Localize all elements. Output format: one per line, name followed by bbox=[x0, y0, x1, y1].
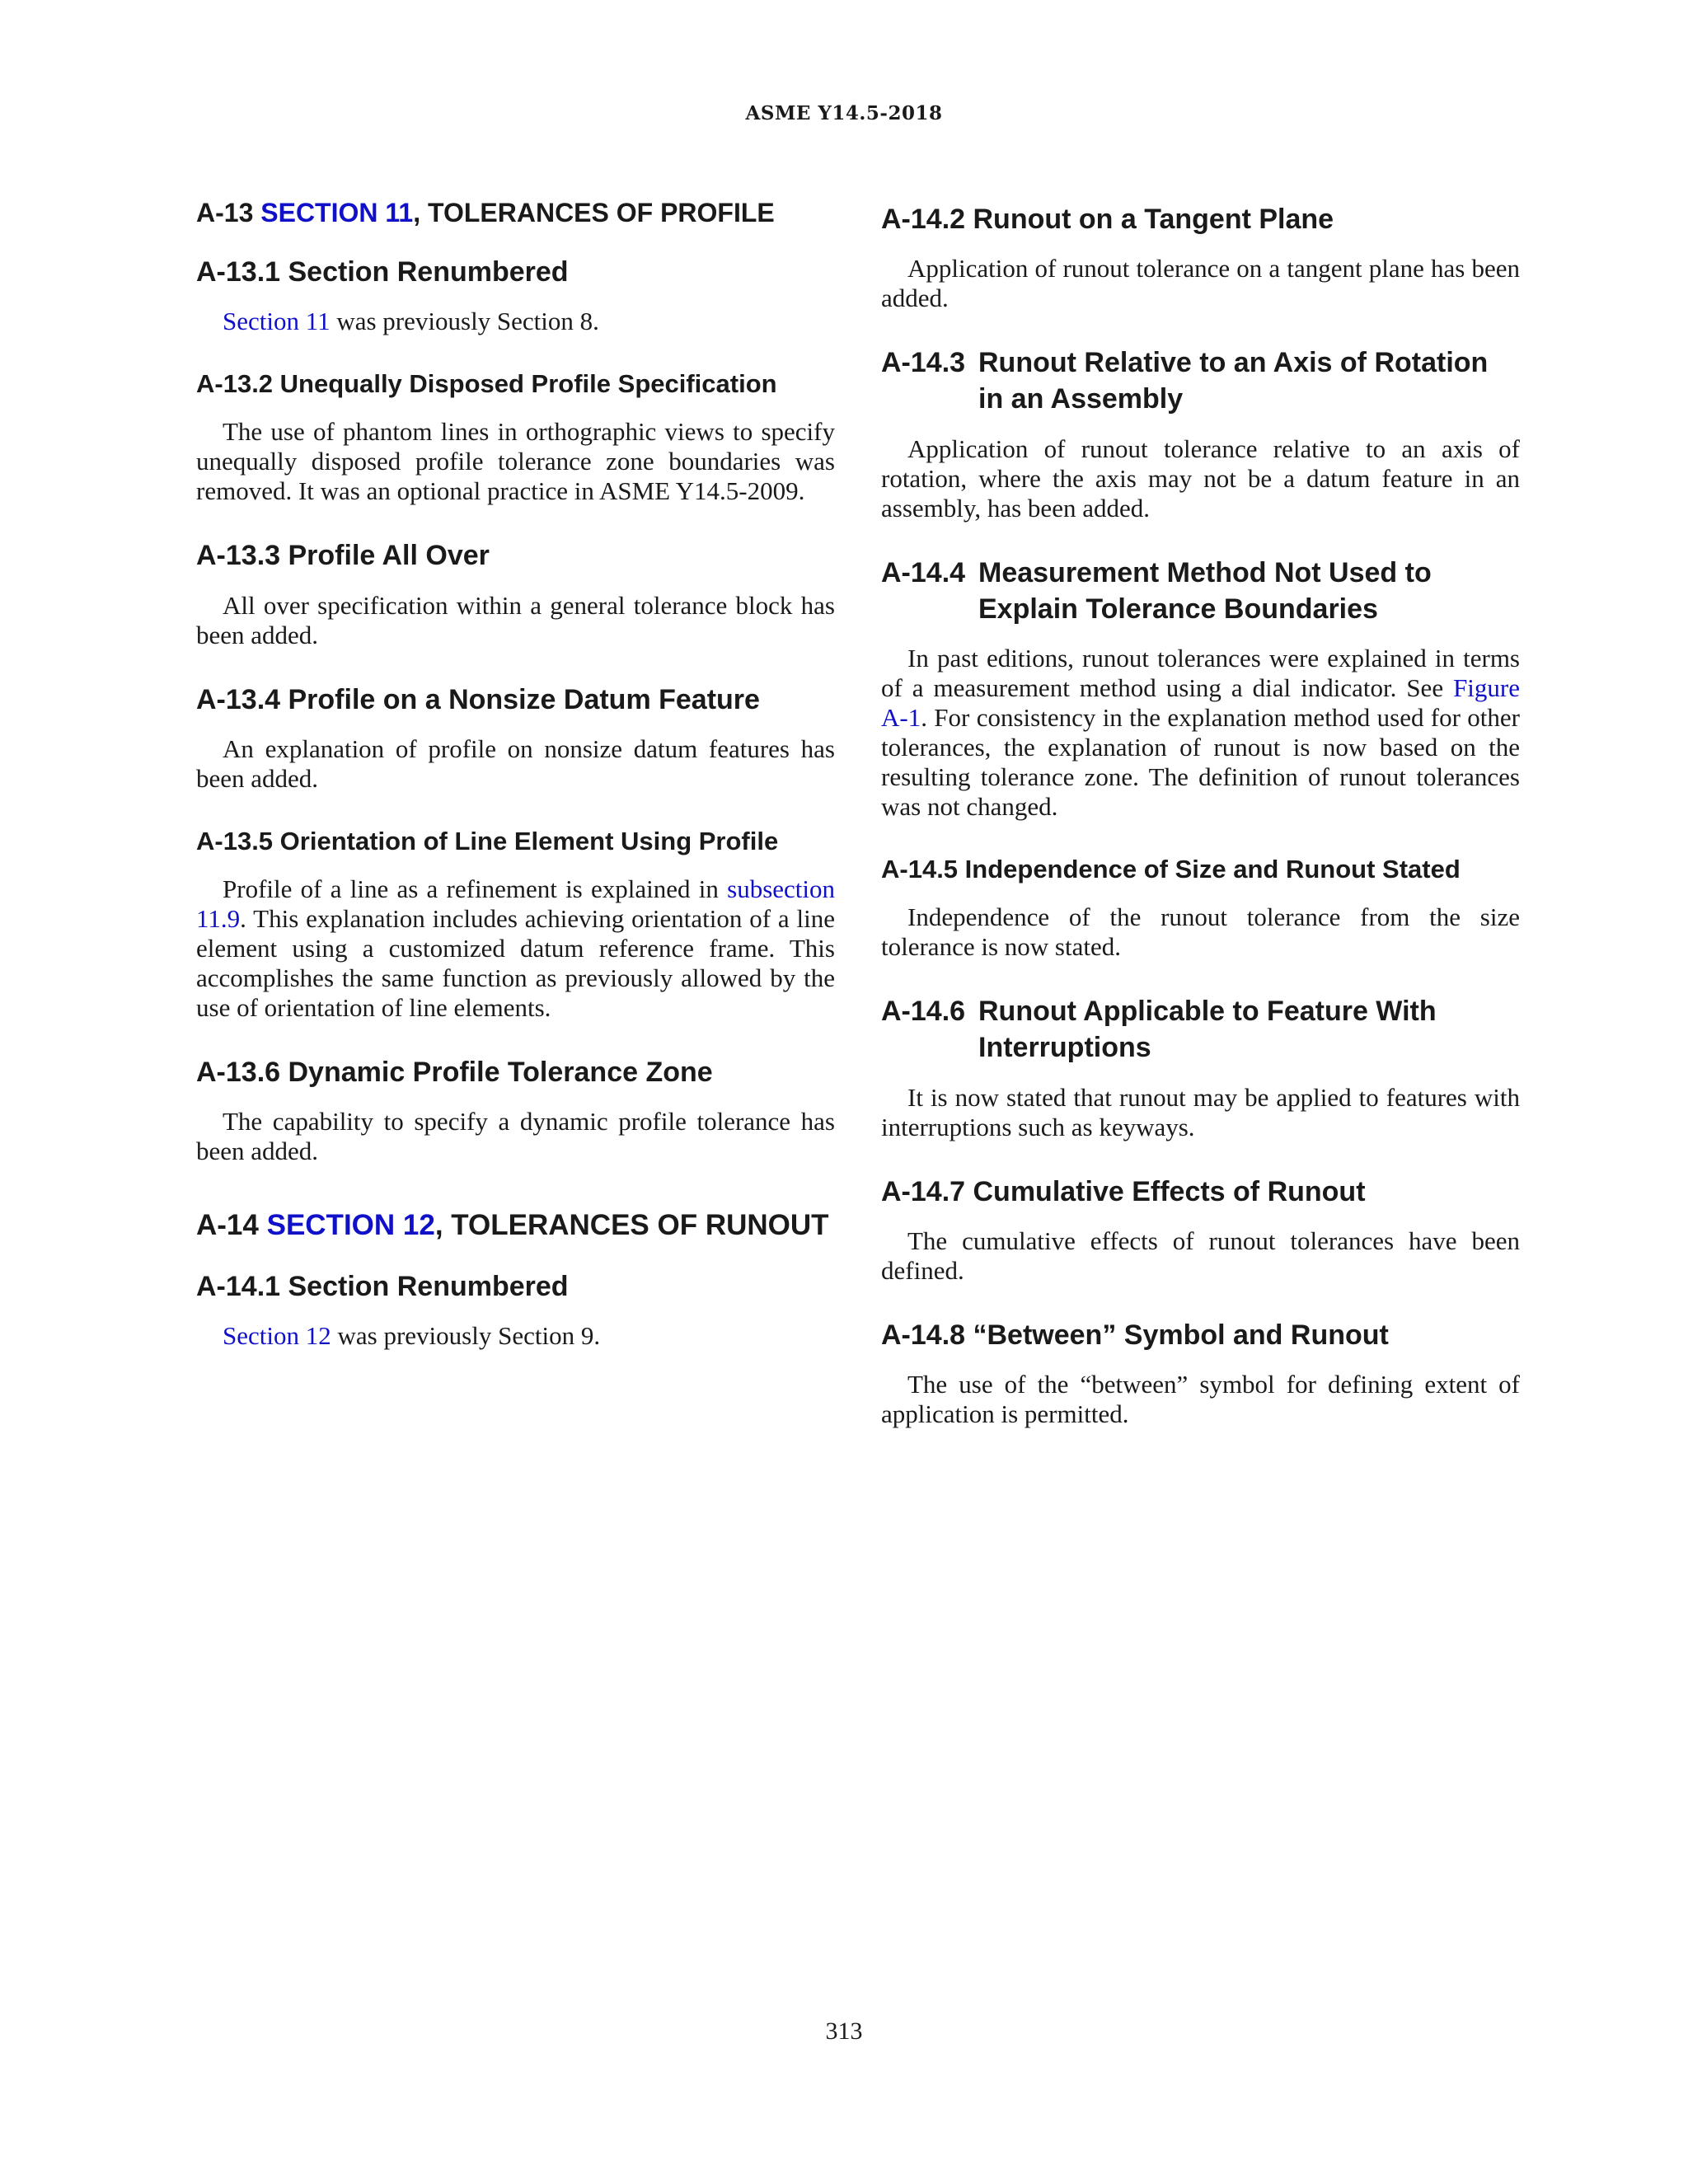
paragraph-a14-3: Application of runout tolerance relative to an axis of rotation, where the axis may not be a datum feature in an assembly, has been added. bbox=[881, 434, 1520, 523]
heading-title: Runout Relative to an Axis of Rotation in an Assembly bbox=[978, 347, 1489, 415]
paragraph-text: was previously Section 8. bbox=[330, 307, 599, 336]
paragraph-a13-3: All over specification within a general tolerance block has been added. bbox=[196, 590, 835, 649]
heading-number: A-14.3 bbox=[881, 347, 966, 379]
section-12-link-inline[interactable]: Section 12 bbox=[223, 1321, 331, 1351]
paragraph-a13-4: An explanation of profile on nonsize datum features has been added. bbox=[196, 733, 835, 793]
paragraph-a14-1 bbox=[196, 1321, 835, 1351]
paragraph-a13-5 bbox=[196, 874, 835, 1023]
heading-a14-2: A-14.2 Runout on a Tangent Plane bbox=[881, 204, 1334, 235]
heading-a13-2: A-13.2 Unequally Disposed Profile Specification bbox=[196, 369, 777, 399]
paragraph-text: . For consistency in the explanation method used for other tolerances, the explanation of runout is now based on the resulting tolerance zone. The definition of runout tolerances was not changed. bbox=[881, 702, 1520, 821]
left-column bbox=[196, 196, 835, 1382]
heading-a13-6: A-13.6 Dynamic Profile Tolerance Zone bbox=[196, 1057, 713, 1089]
paragraph-a14-2: Application of runout tolerance on a tangent plane has been added. bbox=[881, 254, 1520, 313]
paragraph-text: Profile of a line as a refinement is explained in bbox=[223, 874, 728, 904]
heading-a14-4 bbox=[881, 555, 1520, 627]
paragraph-text: was previously Section 9. bbox=[331, 1321, 601, 1351]
heading-a14-8: A-14.8 “Between” Symbol and Runout bbox=[881, 1319, 1389, 1351]
paragraph-a14-6: It is now stated that runout may be applied to features with interruptions such as keyways. bbox=[881, 1082, 1520, 1141]
heading-a13-5: A-13.5 Orientation of Line Element Using Profile bbox=[196, 826, 779, 855]
section-title: , TOLERANCES OF RUNOUT bbox=[434, 1209, 829, 1242]
paragraph-a14-4 bbox=[881, 644, 1520, 822]
paragraph-a13-6: The capability to specify a dynamic profile tolerance has been added. bbox=[196, 1107, 835, 1166]
section-heading-a14 bbox=[196, 1207, 835, 1244]
section-11-link-inline[interactable]: Section 11 bbox=[223, 307, 331, 336]
paragraph-text: In past editions, runout tolerances were explained in terms of a measurement method using a dial indicator. See bbox=[881, 643, 1520, 702]
paragraph-a13-2: The use of phantom lines in orthographic views to specify unequally disposed profile tolerance zone boundaries was removed. It was an optional practice in ASME Y14.5-2009. bbox=[196, 417, 835, 506]
paragraph-a14-8: The use of the “between” symbol for defining extent of application is permitted. bbox=[881, 1369, 1520, 1428]
section-11-link[interactable]: SECTION 11 bbox=[260, 198, 414, 227]
subsection-11-9-link[interactable]: subsection 11.9 bbox=[196, 874, 835, 934]
heading-a14-7: A-14.7 Cumulative Effects of Runout bbox=[881, 1175, 1366, 1207]
heading-a14-3 bbox=[881, 344, 1520, 417]
page-number: 313 bbox=[825, 2018, 863, 2045]
right-column bbox=[881, 196, 1520, 1460]
heading-a13-4: A-13.4 Profile on a Nonsize Datum Feature bbox=[196, 683, 760, 715]
paragraph-a14-5: Independence of the runout tolerance from the size tolerance is now stated. bbox=[881, 902, 1520, 962]
heading-a14-1: A-14.1 Section Renumbered bbox=[196, 1271, 569, 1303]
heading-number: A-14.6 bbox=[881, 996, 966, 1028]
section-number: A-14 bbox=[196, 1209, 267, 1242]
section-title: , TOLERANCES OF PROFILE bbox=[413, 198, 775, 227]
running-head: ASME Y14.5-2018 bbox=[745, 102, 943, 124]
heading-title: Runout Applicable to Feature With Interruptions bbox=[978, 996, 1437, 1064]
heading-a13-3: A-13.3 Profile All Over bbox=[196, 540, 490, 572]
figure-a1-link[interactable]: Figure A-1 bbox=[881, 673, 1520, 732]
paragraph-a13-1 bbox=[196, 307, 835, 336]
paragraph-text: . This explanation includes achieving orientation of a line element using a customized datum reference frame. This accomplishes the same function as previously allowed by the use of orientation of line elements. bbox=[196, 904, 835, 1023]
section-12-link[interactable]: SECTION 12 bbox=[266, 1209, 435, 1242]
heading-a14-6 bbox=[881, 993, 1520, 1066]
heading-title: Measurement Method Not Used to Explain Tolerance Boundaries bbox=[978, 556, 1432, 625]
heading-a14-5: A-14.5 Independence of Size and Runout Stated bbox=[881, 854, 1461, 883]
section-heading-a13 bbox=[196, 196, 835, 229]
heading-number: A-14.4 bbox=[881, 556, 966, 588]
section-number: A-13 bbox=[196, 198, 261, 227]
heading-a13-1: A-13.1 Section Renumbered bbox=[196, 256, 569, 288]
paragraph-a14-7: The cumulative effects of runout tolerances have been defined. bbox=[881, 1226, 1520, 1285]
